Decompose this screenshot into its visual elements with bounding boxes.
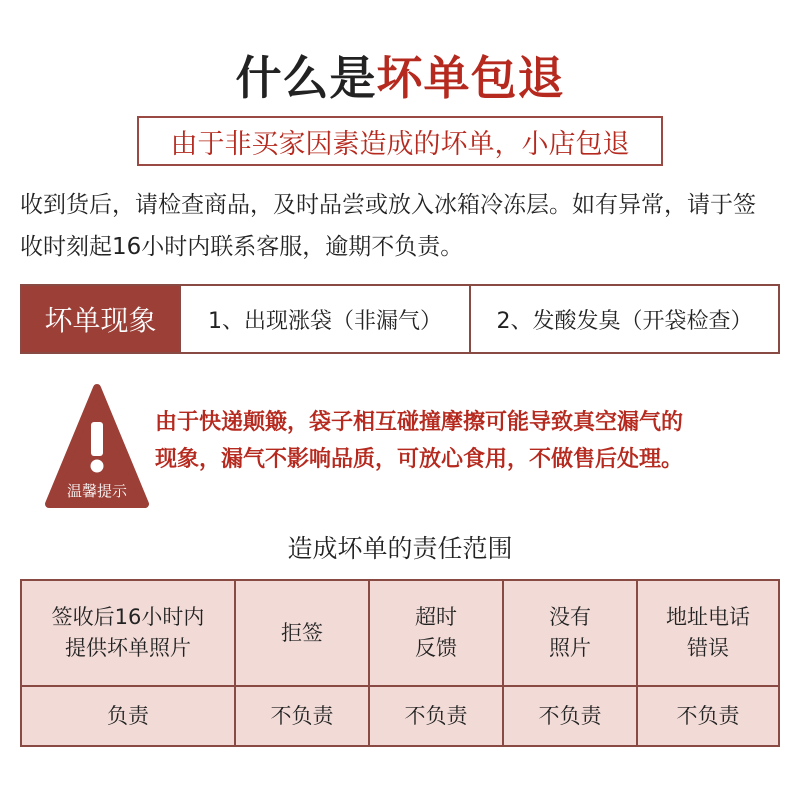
warning-line: 现象，漏气不影响品质，可放心食用，不做售后处理。	[155, 447, 684, 472]
condition-line: 超时	[415, 605, 457, 629]
intro-line: 收时刻起16小时内联系客服，逾期不负责。	[20, 234, 464, 260]
page-title-plain: 什么是	[235, 51, 377, 105]
phenomenon-table	[20, 284, 780, 354]
condition-line: 错误	[687, 636, 729, 660]
condition-line: 地址电话	[666, 605, 750, 629]
responsibility-result: 不负责	[504, 687, 638, 745]
responsibility-condition	[22, 581, 236, 687]
warning-text	[155, 404, 785, 478]
condition-line: 拒签	[281, 620, 323, 645]
responsibility-table	[20, 579, 780, 747]
responsibility-condition	[236, 581, 370, 687]
page-title-highlight: 坏单包退	[376, 51, 565, 105]
responsibility-result: 不负责	[236, 687, 370, 745]
responsibility-condition	[370, 581, 504, 687]
responsibility-condition	[638, 581, 778, 687]
phenomenon-item: 2、发酸发臭（开袋检查）	[469, 286, 778, 352]
responsibility-result: 不负责	[676, 703, 740, 728]
warning-line: 由于快递颠簸，袋子相互碰撞摩擦可能导致真空漏气的	[155, 410, 684, 435]
condition-line: 反馈	[415, 636, 457, 660]
condition-line: 提供坏单照片	[64, 636, 191, 660]
page-title	[0, 42, 800, 108]
responsibility-title: 造成坏单的责任范围	[287, 534, 513, 563]
subtitle-box: 由于非买家因素造成的坏单，小店包退	[137, 116, 663, 166]
condition-line: 没有	[549, 605, 591, 629]
warning-icon	[45, 382, 149, 510]
phenomenon-header: 坏单现象	[22, 286, 179, 352]
intro-line: 收到货后，请检查商品，及时品尝或放入冰箱冷冻层。如有异常，请于签	[20, 192, 756, 218]
intro-text	[20, 184, 790, 268]
condition-line: 签收后16小时内	[51, 605, 205, 629]
responsibility-condition	[504, 581, 638, 687]
responsibility-result: 不负责	[370, 687, 504, 745]
condition-line: 照片	[549, 636, 591, 660]
responsibility-result: 负责	[22, 687, 236, 745]
phenomenon-item: 1、出现涨袋（非漏气）	[179, 286, 469, 352]
warning-label: 温馨提示	[66, 482, 127, 500]
